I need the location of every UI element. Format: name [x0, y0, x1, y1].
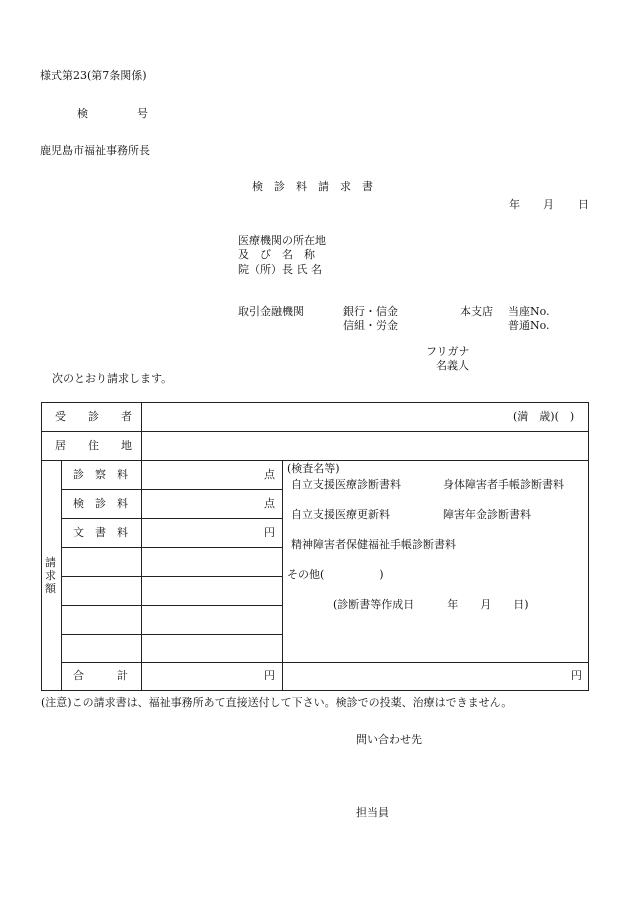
- date-year: 年: [509, 198, 520, 211]
- claim-amount-char-2: 求: [45, 569, 56, 582]
- exam-item: 自立支援医療診断書料: [291, 478, 401, 491]
- claim-amount-char-1: 請: [45, 556, 56, 569]
- claim-amount-char-3: 額: [45, 582, 56, 595]
- exam-items-header: (検査名等): [287, 462, 340, 475]
- patient-age: (満 歳)( ): [513, 410, 575, 423]
- bank-type-2: 信組・労金: [343, 319, 398, 332]
- exam-fee-label: 診 察 料: [73, 468, 128, 481]
- go-label: 号: [137, 107, 148, 120]
- exam-item: 精神障害者保健福祉手帳診断書料: [291, 538, 456, 551]
- total-unit-left: 円: [264, 669, 275, 682]
- date-day: 日: [578, 198, 589, 211]
- document-creation-date: (診断書等作成日 年 月 日): [333, 598, 529, 611]
- ken-label: 検: [77, 107, 88, 120]
- document-title: 検 診 料 請 求 書: [252, 180, 373, 193]
- residence-label: 居 住 地: [55, 439, 132, 452]
- total-label: 合 計: [73, 669, 128, 682]
- account-ordinary: 普通No.: [508, 319, 550, 332]
- account-current: 当座No.: [508, 305, 550, 318]
- exam-item: 障害年金診断書料: [443, 508, 531, 521]
- checkup-fee-unit: 点: [264, 497, 275, 510]
- document-fee-label: 文 書 料: [73, 526, 128, 539]
- contact-label: 問い合わせ先: [356, 733, 422, 746]
- exam-item: 身体障害者手帳診断書料: [443, 478, 564, 491]
- addressee: 鹿児島市福祉事務所長: [40, 144, 150, 157]
- staff-label: 担当員: [356, 806, 389, 819]
- other-item: その他( ): [287, 568, 384, 581]
- patient-label: 受 診 者: [55, 410, 132, 423]
- institution-address-label: 医療機関の所在地: [238, 234, 326, 247]
- total-unit-right: 円: [571, 669, 582, 682]
- exam-fee-unit: 点: [264, 468, 275, 481]
- date-month: 月: [543, 198, 554, 211]
- furigana-label: フリガナ: [426, 345, 470, 358]
- checkup-fee-label: 検 診 料: [73, 497, 128, 510]
- branch-label: 本支店: [460, 305, 493, 318]
- bank-type-1: 銀行・信金: [343, 305, 398, 318]
- institution-name-label: 及 び 名 称: [238, 248, 315, 261]
- bank-label: 取引金融機関: [238, 305, 304, 318]
- form-number: 様式第23(第7条関係): [40, 69, 147, 82]
- document-fee-unit: 円: [264, 526, 275, 539]
- director-name-label: 院（所）長 氏 名: [238, 263, 322, 276]
- account-holder-label: 名義人: [436, 359, 469, 372]
- intro-text: 次のとおり請求します。: [52, 372, 173, 385]
- notice-text: (注意)この請求書は、福祉事務所あて直接送付して下さい。検診での投薬、治療はできません。: [41, 696, 513, 709]
- exam-item: 自立支援医療更新料: [291, 508, 390, 521]
